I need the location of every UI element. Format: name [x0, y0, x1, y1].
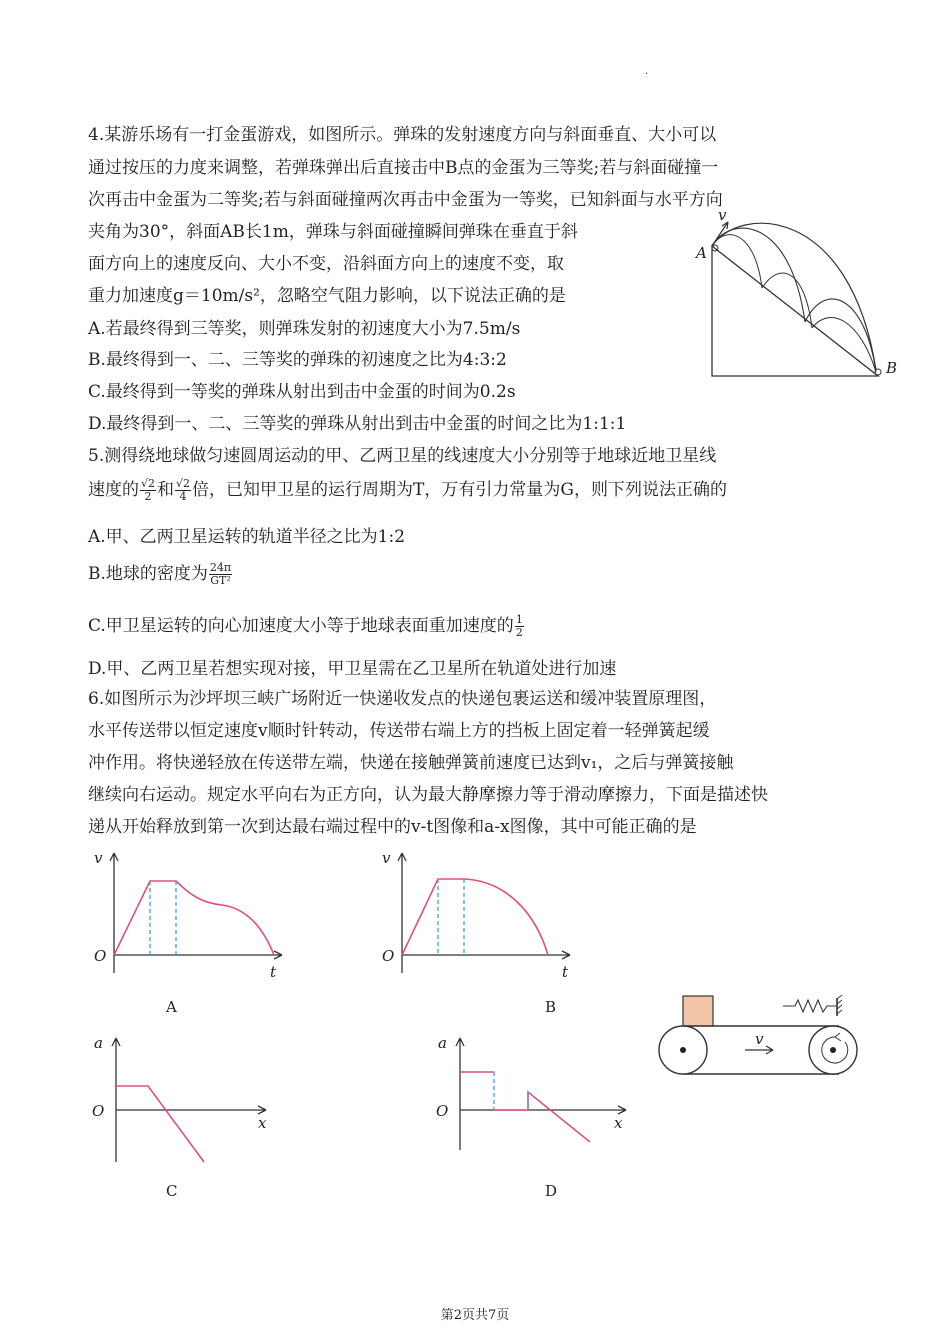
label-b: B: [886, 359, 898, 377]
axis-label-v: v: [94, 849, 103, 867]
q4-line: 次再击中金蛋为二等奖;若与斜面碰撞两次再击中金蛋为一等奖，已知斜面与水平方向: [88, 190, 723, 210]
fraction-numerator: 24π: [209, 561, 232, 574]
fraction-denominator: 2: [144, 490, 152, 503]
trajectory-one-bounce-free: [712, 223, 876, 370]
q5-line: 5.测得绕地球做匀速圆周运动的甲、乙两卫星的线速度大小分别等于地球近地卫星线: [88, 446, 717, 466]
graph-a-vt: [90, 845, 290, 985]
belt-velocity-label: v: [755, 1030, 764, 1048]
q5-text: 和: [157, 480, 175, 500]
axis-label-t: t: [270, 963, 277, 981]
q5-option-c-text: C.甲卫星运转的向心加速度大小等于地球表面重加速度的: [88, 616, 514, 636]
left-roller-axle: [680, 1047, 686, 1053]
dashed-guides: [494, 1072, 528, 1110]
graph-label-b: B: [545, 998, 557, 1016]
vt-curve: [402, 879, 548, 955]
vt-curve: [114, 881, 274, 955]
trajectory-two-bounces: [712, 235, 876, 372]
dashed-guides: [438, 879, 464, 955]
x-axis: [460, 1106, 626, 1114]
q4-line: 通过按压的力度来调整，若弹珠弹出后直接击中B点的金蛋为三等奖;若与斜面碰撞一: [88, 158, 719, 178]
graph-b-vt: [378, 845, 578, 985]
a-axis: [112, 1038, 120, 1162]
page-footer: 第2页共7页: [440, 1308, 510, 1323]
fraction-sqrt2-over-2: [140, 478, 156, 503]
conveyor-figure: [655, 992, 870, 1082]
axis-label-x: x: [614, 1114, 623, 1132]
origin-label: O: [92, 1102, 105, 1120]
axis-label-v: v: [382, 849, 391, 867]
t-axis: [114, 951, 282, 959]
q4-option-c: C.最终得到一等奖的弹珠从射出到击中金蛋的时间为0.2s: [88, 382, 516, 402]
q5-option-a: A.甲、乙两卫星运转的轨道半径之比为1:2: [88, 527, 406, 547]
q5-option-b-text: B.地球的密度为: [88, 564, 208, 584]
fraction-numerator: √2: [176, 477, 191, 490]
fraction-sqrt2-over-4: [175, 478, 191, 503]
graph-d-ax: [430, 1030, 640, 1170]
q5-option-d: D.甲、乙两卫星若想实现对接，甲卫星需在乙卫星所在轨道处进行加速: [88, 659, 617, 679]
fraction-denominator: 2: [515, 626, 523, 639]
axis-label-t: t: [562, 963, 569, 981]
incline-figure: [696, 206, 910, 385]
graph-label-a: A: [166, 998, 177, 1016]
graph-c-ax: [88, 1030, 288, 1170]
q5-option-c: [88, 614, 525, 639]
fraction-density: [209, 562, 232, 587]
q4-option-b: B.最终得到一、二、三等奖的弹珠的初速度之比为4:3:2: [88, 350, 507, 370]
axis-label-x: x: [258, 1114, 267, 1132]
dashed-guides: [150, 881, 176, 955]
q5-option-b: [88, 562, 233, 587]
origin-label: O: [382, 947, 395, 965]
q6-line: 继续向右运动。规定水平向右为正方向，认为最大静摩擦力等于滑动摩擦力，下面是描述快: [88, 785, 768, 805]
origin-label: O: [94, 947, 107, 965]
label-a: A: [696, 244, 707, 262]
parcel-box: [683, 996, 713, 1026]
q4-line: 重力加速度g＝10m/s²，忽略空气阻力影响，以下说法正确的是: [88, 286, 566, 306]
spring: [783, 1000, 837, 1012]
x-axis: [116, 1106, 266, 1114]
q4-line: 4.某游乐场有一打金蛋游戏，如图所示。弹珠的发射速度方向与斜面垂直、大小可以: [88, 125, 717, 145]
q6-line: 递从开始释放到第一次到达最右端过程中的v-t图像和a-x图像，其中可能正确的是: [88, 817, 697, 837]
axis-label-a: a: [438, 1034, 447, 1052]
graph-label-c: C: [166, 1182, 178, 1200]
q5-text: 速度的: [88, 480, 139, 500]
graph-label-d: D: [545, 1182, 558, 1200]
ax-curve: [116, 1086, 204, 1162]
ax-curve: [460, 1072, 590, 1142]
velocity-arrow: [712, 222, 728, 246]
t-axis: [402, 951, 570, 959]
a-axis: [456, 1038, 464, 1150]
origin-label: O: [436, 1102, 449, 1120]
q4-line: 面方向上的速度反向、大小不变，沿斜面方向上的速度不变，取: [88, 254, 564, 274]
trajectory-one-bounce: [712, 228, 876, 372]
axis-label-a: a: [94, 1034, 103, 1052]
top-mark: .: [645, 66, 649, 77]
q6-line: 冲作用。将快递轻放在传送带左端，快递在接触弹簧前速度已达到v₁，之后与弹簧接触: [88, 753, 734, 773]
q6-line: 6.如图所示为沙坪坝三峡广场附近一快递收发点的快递包裹运送和缓冲装置原理图，: [88, 689, 717, 709]
q4-option-a: A.若最终得到三等奖，则弹珠发射的初速度大小为7.5m/s: [88, 319, 521, 339]
fraction-numerator: √2: [141, 477, 156, 490]
label-v: v: [718, 206, 727, 224]
q4-option-d: D.最终得到一、二、三等奖的弹珠从射出到击中金蛋的时间之比为1:1:1: [88, 414, 627, 434]
q6-line: 水平传送带以恒定速度v顺时针转动，传送带右端上方的挡板上固定着一轻弹簧起缓: [88, 721, 710, 741]
q5-line: [88, 478, 727, 503]
fraction-numerator: 1: [515, 613, 523, 626]
q4-line: 夹角为30°，斜面AB长1m，弹珠与斜面碰撞瞬间弹珠在垂直于斜: [88, 222, 578, 242]
fraction-denominator: GT²: [210, 574, 231, 587]
fraction-denominator: 4: [179, 490, 187, 503]
right-roller-axle: [830, 1047, 836, 1053]
fraction-half: [515, 614, 524, 639]
q5-text: 倍，已知甲卫星的运行周期为T，万有引力常量为G，则下列说法正确的: [192, 480, 727, 500]
